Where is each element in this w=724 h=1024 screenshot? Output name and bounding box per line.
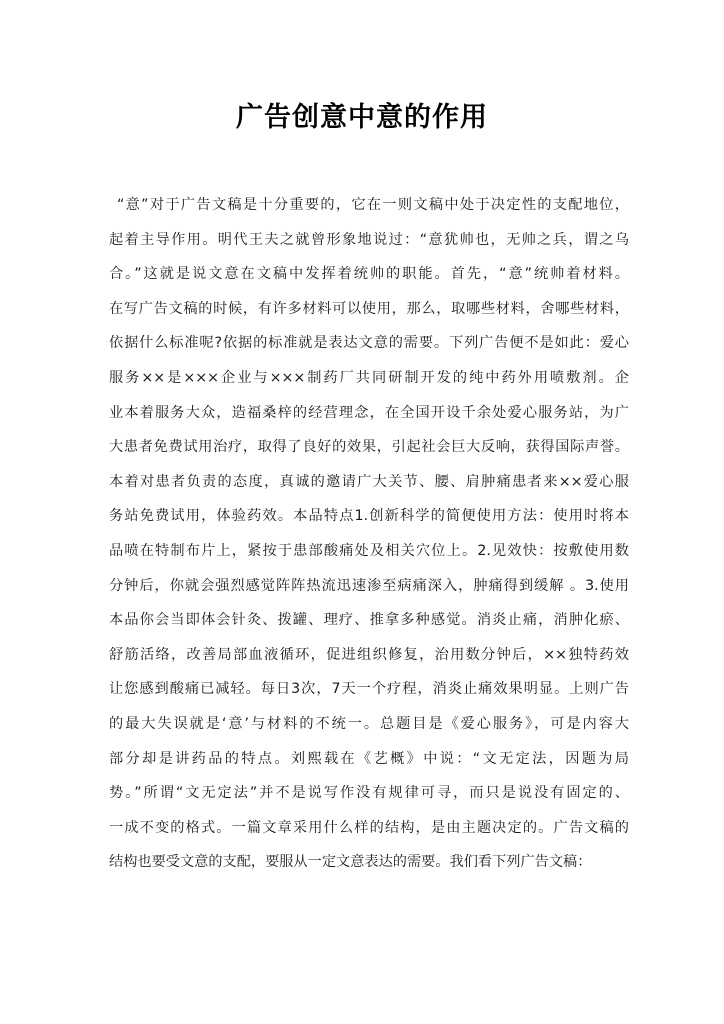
text-line: 务站免费试用，体验药效。本品特点1.创新科学的简便使用方法：使用时将本: [109, 508, 629, 525]
text-line: 部分却是讲药品的特点。刘熙载在《艺概》中说：“文无定法，因题为局: [109, 750, 629, 767]
text-line: 在写广告文稿的时候，有许多材料可以使用，那么，取哪些材料，舍哪些材料，: [109, 300, 629, 317]
text-line: 大患者免费试用治疗，取得了良好的效果，引起社会巨大反响，获得国际声誉。: [109, 439, 629, 456]
text-line: 依据什么标准呢?依据的标准就是表达文意的需要。下列广告便不是如此：爱心: [109, 335, 629, 352]
text-line: 一成不变的格式。一篇文章采用什么样的结构，是由主题决定的。广告文稿的: [109, 819, 629, 836]
text-line: “意”对于广告文稿是十分重要的，它在一则文稿中处于决定性的支配地位，: [117, 197, 629, 213]
text-line: 本品你会当即体会针灸、拨罐、理疗、推拿多种感觉。消炎止痛，消肿化瘀、: [109, 612, 629, 629]
text-line: 合。”这就是说文意在文稿中发挥着统帅的职能。首先，“意”统帅着材料。: [109, 266, 629, 283]
text-line: 舒筋活络，改善局部血液循环，促进组织修复，治用数分钟后，××独特药效: [109, 646, 629, 663]
text-line: 起着主导作用。明代王夫之就曾形象地说过：“意犹帅也，无帅之兵，谓之乌: [109, 231, 629, 248]
text-line: 势。”所谓“文无定法”并不是说写作没有规律可寻，而只是说没有固定的、: [109, 785, 629, 802]
text-line: 分钟后，你就会强烈感觉阵阵热流迅速渗至病痛深入，肿痛得到缓解 。3.使用: [109, 577, 629, 594]
text-line: 的最大失误就是‘意’与材料的不统一。总题目是《爱心服务》，可是内容大: [109, 715, 629, 732]
text-line: 业本着服务大众，造福桑梓的经营理念，在全国开设千余处爱心服务站，为广: [109, 404, 629, 421]
text-line: 结构也要受文意的支配，要服从一定文意表达的需要。我们看下列广告文稿：: [109, 854, 592, 871]
text-line: 服务××是×××企业与×××制药厂共同研制开发的纯中药外用喷敷剂。企: [109, 369, 629, 386]
body-paragraph: [109, 188, 629, 880]
text-line: 本着对患者负责的态度，真诚的邀请广大关节、腰、肩肿痛患者来××爱心服: [109, 473, 629, 490]
text-line: 让您感到酸痛已减轻。每日3次，7天一个疗程，消炎止痛效果明显。上则广告: [109, 681, 629, 698]
page-title: 广告创意中意的作用: [236, 102, 488, 133]
text-line: 品喷在特制布片上，紧按于患部酸痛处及相关穴位上。2.见效快：按敷使用数: [109, 542, 629, 559]
